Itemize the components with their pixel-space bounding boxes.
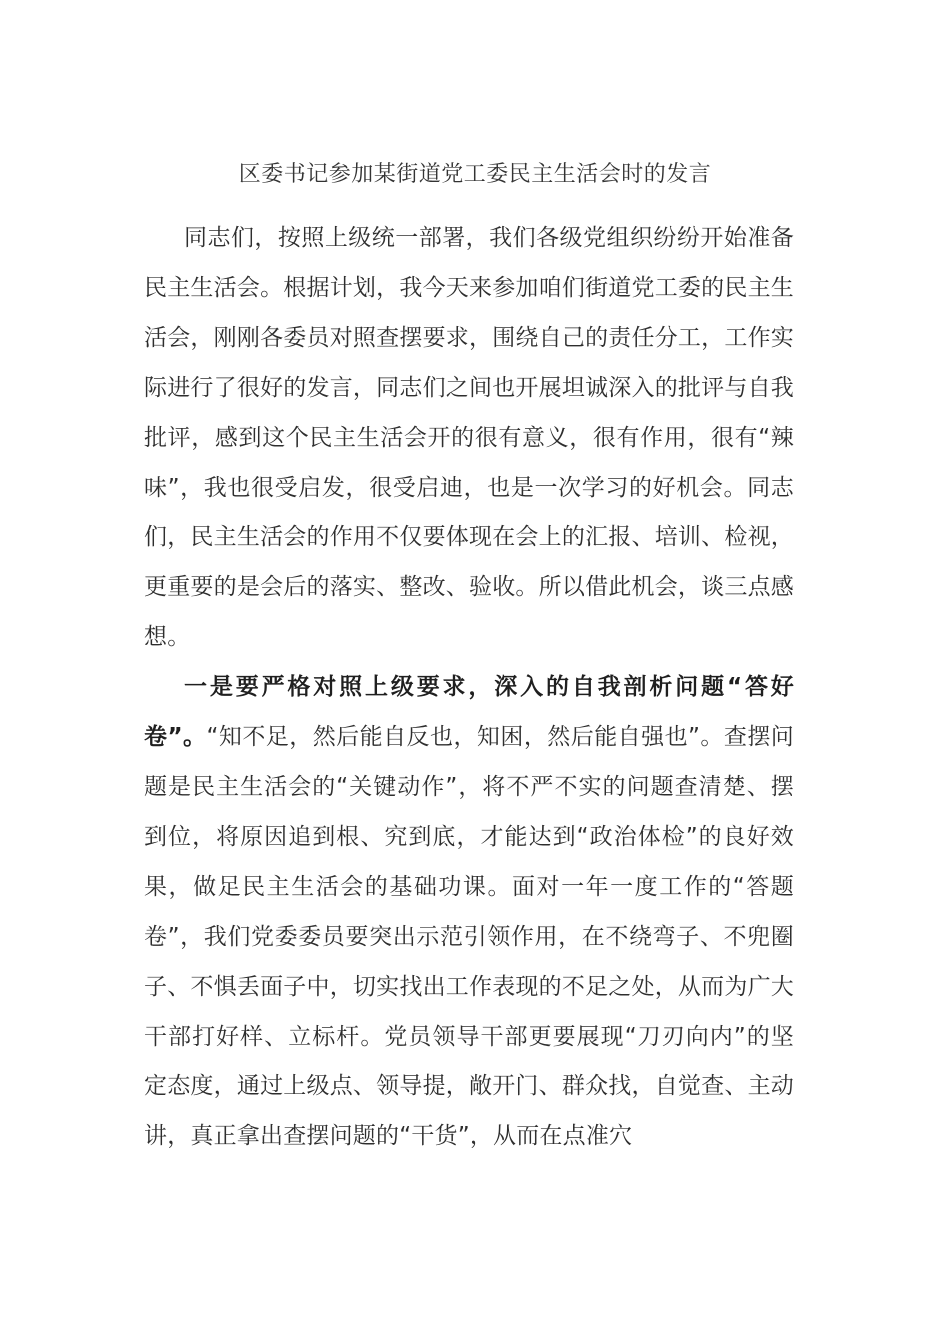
document-body xyxy=(144,214,794,1162)
document-title: 区委书记参加某街道党工委民主生活会时的发言 xyxy=(238,162,712,187)
paragraph-point-one xyxy=(144,663,794,1162)
paragraph-opening xyxy=(144,214,794,663)
paragraph-text: 同志们，按照上级统一部署，我们各级党组织纷纷开始准备民主生活会。根据计划，我今天来参加咱们街道党工委的民主生活会，刚刚各委员对照查摆要求，围绕自己的责任分工，工作实际进行了很好的发言，同志们之间也开展坦诚深入的批评与自我批评，感到这个民主生活会开的很有意义，很有作用，很有“辣味”，我也很受启发，很受启迪，也是一次学习的好机会。同志们，民主生活会的作用不仅要体现在会上的汇报、培训、检视，更重要的是会后的落实、整改、验收。所以借此机会，谈三点感想。 xyxy=(144,225,794,651)
paragraph-lead-heading: 一是要严格对照上级要求，深入的自我剖析问题“答好卷”。 xyxy=(144,674,794,751)
paragraph-text: “知不足，然后能自反也，知困，然后能自强也”。查摆问题是民主生活会的“关键动作”，将不严不实的问题查清楚、摆到位，将原因追到根、究到底，才能达到“政治体检”的良好效果，做足民主生活会的基础功课。面对一年一度工作的“答题卷”，我们党委委员要突出示范引领作用，在不绕弯子、不兜圈子、不惧丢面子中，切实找出工作表现的不足之处，从而为广大干部打好样、立标杆。党员领导干部更要展现“刀刃向内”的坚定态度，通过上级点、领导提，敞开门、群众找，自觉查、主动讲，真正拿出查摆问题的“干货”，从而在点准穴 xyxy=(144,724,795,1150)
